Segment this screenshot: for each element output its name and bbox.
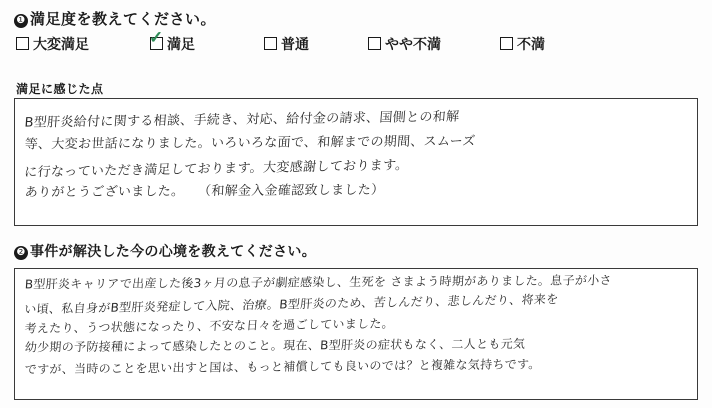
satisfaction-reason-label: 満足に感じた点: [16, 82, 104, 96]
answer-1-line: B型肝炎給付に関する相談、手続き、対応、給付金の請求、国側との和解: [23, 109, 460, 131]
choice-dissatisfied[interactable]: [500, 34, 545, 54]
answer-2-line: 幼少期の予防接種によって感染したとのこと。現在、B型肝炎の症状もなく、二人とも元気: [24, 336, 526, 355]
answer-2-line: ですが、当時のことを思い出すと国は、もっと補償しても良いのでは？と複雑な気持ちです。: [24, 357, 541, 377]
choice-satisfied[interactable]: [150, 34, 195, 54]
question-2-text: 事件が解決した今の心境を教えてください。: [30, 243, 316, 259]
choice-label: 普通: [281, 36, 309, 52]
question-2-heading: [14, 241, 316, 261]
satisfaction-choice-group: [16, 34, 696, 56]
choice-very-satisfied[interactable]: [16, 34, 89, 54]
answer-2-line: B型肝炎キャリアで出産した後3ヶ月の息子が劇症感染し、生死を さまよう時期がありました。息子が小さ: [24, 273, 613, 292]
answer-2-line: 考えたり、うつ状態になったり、不安な日々を過ごしていました。: [24, 316, 395, 336]
choice-label: 大変満足: [33, 36, 89, 52]
answer-1-line: [25, 200, 689, 207]
checkbox-icon[interactable]: [264, 37, 277, 50]
choice-neutral[interactable]: [264, 34, 309, 54]
question-1-text: 満足度を教えてください。: [30, 11, 217, 28]
answer-1-box: [14, 98, 698, 226]
question-2-number: ❷: [14, 246, 28, 260]
checkbox-icon[interactable]: [368, 37, 381, 50]
choice-label: 満足: [167, 36, 195, 52]
answer-1-line: に行なっていただき満足しております。大変感謝しております。: [23, 158, 410, 181]
answer-2-box: [14, 268, 698, 400]
choice-label: 不満: [517, 36, 545, 52]
answer-1-line: ありがとうございました。 （和解金入金確認致しました）: [24, 182, 385, 201]
checkbox-icon[interactable]: [500, 37, 513, 50]
question-1-heading: [14, 8, 216, 29]
answer-1-line: 等、大変お世話になりました。いろいろな面で、和解までの期間、スムーズ: [24, 134, 477, 153]
answer-2-line: い頃、私自身がB型肝炎発症して入院、治療。B型肝炎のため、苦しんだり、悲しんだり、将来を: [23, 292, 560, 317]
checkbox-checked-icon[interactable]: [150, 37, 163, 50]
question-1-number: ❶: [14, 14, 28, 28]
choice-label: やや不満: [385, 36, 441, 52]
checkbox-icon[interactable]: [16, 37, 29, 50]
choice-somewhat-dissatisfied[interactable]: [368, 34, 441, 54]
